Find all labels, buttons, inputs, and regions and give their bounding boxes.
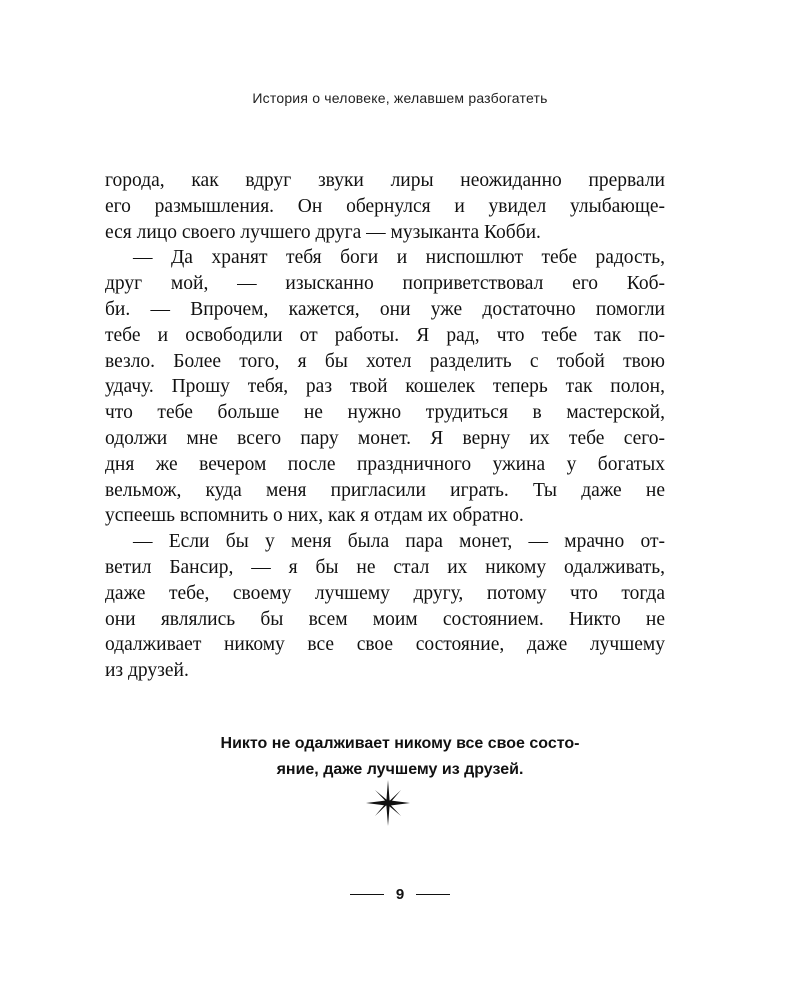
pull-quote-line: яние, даже лучшему из друзей. <box>276 761 524 778</box>
body-line: одалживает никому все свое состояние, даже лучшему <box>105 634 665 656</box>
body-line: его размышления. Он обернулся и увидел улыбающе- <box>105 195 665 217</box>
body-line: из друзей. <box>105 660 189 682</box>
body-line: би. — Впрочем, кажется, они уже достаточно помогли <box>105 298 665 320</box>
body-line: даже тебе, своему лучшему другу, потому что тогда <box>105 582 665 604</box>
body-line: еся лицо своего лучшего друга — музыканта Кобби. <box>105 221 541 243</box>
eight-point-star-icon <box>363 778 413 828</box>
body-line: удачу. Прошу тебя, раз твой кошелек теперь так полон, <box>105 376 665 398</box>
running-header: История о человеке, желавшем разбогатеть <box>252 90 548 106</box>
body-line: что тебе больше не нужно трудиться в мастерской, <box>105 402 665 424</box>
body-line: тебе и освободили от работы. Я рад, что тебе так по- <box>105 324 665 346</box>
pull-quote-line: Никто не одалживает никому все свое состо- <box>220 735 580 752</box>
body-line: друг мой, — изысканно поприветствовал его Коб- <box>105 273 665 295</box>
body-line: одолжи мне всего пару монет. Я верну их тебе сего- <box>105 427 665 449</box>
body-line: ветил Бансир, — я бы не стал их никому одалживать, <box>105 556 665 578</box>
body-line: дня же вечером после праздничного ужина у богатых <box>105 453 665 475</box>
body-line: вельмож, куда меня пригласили играть. Ты даже не <box>105 479 665 501</box>
page-footer <box>0 886 800 903</box>
footer-rule-right <box>416 894 450 895</box>
pull-quote <box>0 731 800 783</box>
footer-rule-left <box>350 894 384 895</box>
body-line: — Если бы у меня была пара монет, — мрачно от- <box>133 531 665 553</box>
body-line: города, как вдруг звуки лиры неожиданно прервали <box>105 170 665 191</box>
body-line: везло. Более того, я бы хотел разделить с тобой твою <box>105 350 665 372</box>
body-text <box>105 168 665 684</box>
body-line: они являлись бы всем моим состоянием. Никто не <box>105 608 665 630</box>
body-line: — Да хранят тебя боги и ниспошлют тебе радость, <box>133 247 665 269</box>
body-line: успеешь вспомнить о них, как я отдам их обратно. <box>105 505 524 527</box>
page-number: 9 <box>395 886 405 903</box>
